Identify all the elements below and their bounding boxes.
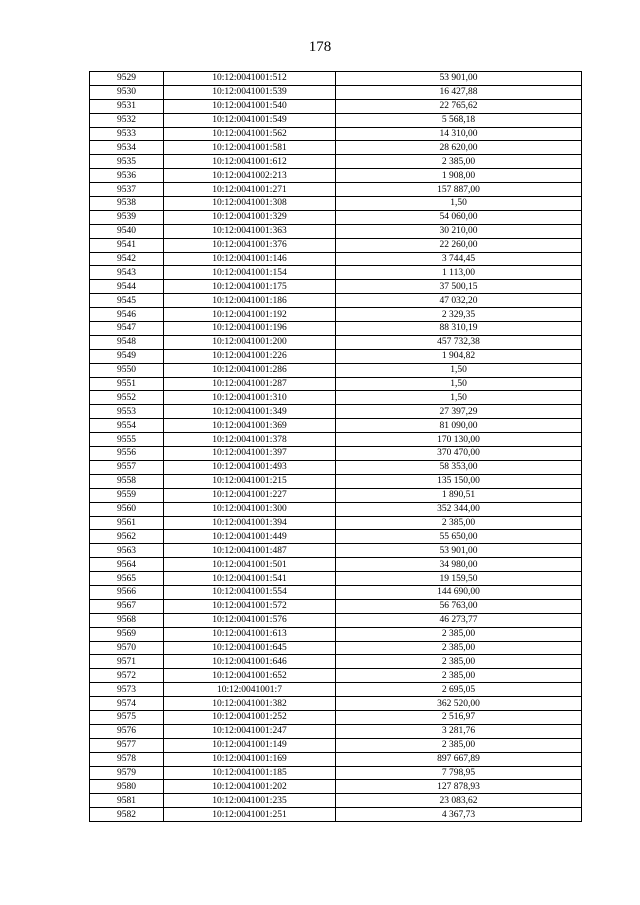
cadastral-number-cell: 10:12:0041001:7: [164, 683, 336, 697]
table-row: [90, 641, 582, 655]
cadastral-value-cell: 362 520,00: [336, 697, 582, 711]
table-row: [90, 697, 582, 711]
cadastral-value-cell: 1 904,82: [336, 349, 582, 363]
table-row: [90, 613, 582, 627]
cadastral-number-cell: 10:12:0041001:235: [164, 794, 336, 808]
cadastral-number-cell: 10:12:0041001:200: [164, 335, 336, 349]
cadastral-value-cell: 4 367,73: [336, 808, 582, 822]
cadastral-value-cell: 1,50: [336, 197, 582, 211]
cadastral-number-cell: 10:12:0041001:369: [164, 419, 336, 433]
row-number-cell: 9577: [90, 738, 164, 752]
row-number-cell: 9556: [90, 447, 164, 461]
table-row: [90, 433, 582, 447]
cadastral-value-cell: 2 385,00: [336, 669, 582, 683]
cadastral-number-cell: 10:12:0041001:286: [164, 363, 336, 377]
cadastral-number-cell: 10:12:0041001:378: [164, 433, 336, 447]
row-number-cell: 9537: [90, 183, 164, 197]
cadastral-number-cell: 10:12:0041001:576: [164, 613, 336, 627]
cadastral-value-cell: 2 695,05: [336, 683, 582, 697]
cadastral-value-cell: 1,50: [336, 377, 582, 391]
table-row: [90, 210, 582, 224]
cadastral-number-cell: 10:12:0041001:572: [164, 599, 336, 613]
row-number-cell: 9565: [90, 572, 164, 586]
cadastral-number-cell: 10:12:0041001:487: [164, 544, 336, 558]
cadastral-number-cell: 10:12:0041001:215: [164, 474, 336, 488]
cadastral-number-cell: 10:12:0041001:185: [164, 766, 336, 780]
table-row: [90, 488, 582, 502]
cadastral-value-cell: 157 887,00: [336, 183, 582, 197]
cadastral-value-cell: 88 310,19: [336, 322, 582, 336]
cadastral-value-cell: 54 060,00: [336, 210, 582, 224]
table-row: [90, 308, 582, 322]
table-row: [90, 738, 582, 752]
row-number-cell: 9557: [90, 460, 164, 474]
cadastral-value-cell: 1,50: [336, 363, 582, 377]
cadastral-number-cell: 10:12:0041001:247: [164, 724, 336, 738]
table-row: [90, 169, 582, 183]
row-number-cell: 9555: [90, 433, 164, 447]
cadastral-value-cell: 22 260,00: [336, 238, 582, 252]
row-number-cell: 9535: [90, 155, 164, 169]
cadastral-number-cell: 10:12:0041001:449: [164, 530, 336, 544]
cadastral-number-cell: 10:12:0041001:192: [164, 308, 336, 322]
table-row: [90, 280, 582, 294]
row-number-cell: 9547: [90, 322, 164, 336]
row-number-cell: 9581: [90, 794, 164, 808]
table-row: [90, 516, 582, 530]
cadastral-value-cell: 23 083,62: [336, 794, 582, 808]
cadastral-number-cell: 10:12:0041001:540: [164, 99, 336, 113]
cadastral-number-cell: 10:12:0041001:376: [164, 238, 336, 252]
cadastral-number-cell: 10:12:0041001:175: [164, 280, 336, 294]
table-row: [90, 655, 582, 669]
table-row: [90, 752, 582, 766]
row-number-cell: 9568: [90, 613, 164, 627]
page-number: 178: [308, 39, 332, 55]
row-number-cell: 9546: [90, 308, 164, 322]
table-row: [90, 502, 582, 516]
row-number-cell: 9562: [90, 530, 164, 544]
table-row: [90, 238, 582, 252]
cadastral-value-cell: 22 765,62: [336, 99, 582, 113]
table-row: [90, 544, 582, 558]
row-number-cell: 9570: [90, 641, 164, 655]
row-number-cell: 9558: [90, 474, 164, 488]
cadastral-value-cell: 2 385,00: [336, 516, 582, 530]
cadastral-value-cell: 2 385,00: [336, 738, 582, 752]
table-row: [90, 322, 582, 336]
row-number-cell: 9545: [90, 294, 164, 308]
cadastral-number-cell: 10:12:0041001:501: [164, 558, 336, 572]
row-number-cell: 9530: [90, 85, 164, 99]
table-row: [90, 363, 582, 377]
cadastral-number-cell: 10:12:0041001:549: [164, 113, 336, 127]
cadastral-value-cell: 34 980,00: [336, 558, 582, 572]
row-number-cell: 9551: [90, 377, 164, 391]
row-number-cell: 9539: [90, 210, 164, 224]
cadastral-value-cell: 53 901,00: [336, 72, 582, 86]
cadastral-number-cell: 10:12:0041001:329: [164, 210, 336, 224]
table-row: [90, 127, 582, 141]
cadastral-number-cell: 10:12:0041001:646: [164, 655, 336, 669]
cadastral-value-cell: 2 385,00: [336, 655, 582, 669]
row-number-cell: 9560: [90, 502, 164, 516]
table-row: [90, 766, 582, 780]
row-number-cell: 9534: [90, 141, 164, 155]
cadastral-value-cell: 47 032,20: [336, 294, 582, 308]
cadastral-number-cell: 10:12:0041001:287: [164, 377, 336, 391]
cadastral-number-cell: 10:12:0041001:652: [164, 669, 336, 683]
cadastral-value-cell: 135 150,00: [336, 474, 582, 488]
cadastral-number-cell: 10:12:0041001:613: [164, 627, 336, 641]
row-number-cell: 9542: [90, 252, 164, 266]
cadastral-value-cell: 370 470,00: [336, 447, 582, 461]
cadastral-number-cell: 10:12:0041001:539: [164, 85, 336, 99]
cadastral-value-cell: 55 650,00: [336, 530, 582, 544]
cadastral-value-cell: 2 329,35: [336, 308, 582, 322]
cadastral-number-cell: 10:12:0041001:310: [164, 391, 336, 405]
row-number-cell: 9580: [90, 780, 164, 794]
row-number-cell: 9541: [90, 238, 164, 252]
table-row: [90, 627, 582, 641]
cadastral-value-cell: 14 310,00: [336, 127, 582, 141]
cadastral-value-cell: 127 878,93: [336, 780, 582, 794]
cadastral-value-table: [89, 71, 582, 822]
table-row: [90, 572, 582, 586]
cadastral-value-cell: 3 744,45: [336, 252, 582, 266]
cadastral-number-cell: 10:12:0041001:382: [164, 697, 336, 711]
cadastral-value-cell: 58 353,00: [336, 460, 582, 474]
table-row: [90, 252, 582, 266]
cadastral-number-cell: 10:12:0041001:154: [164, 266, 336, 280]
table-row: [90, 224, 582, 238]
cadastral-value-cell: 2 385,00: [336, 627, 582, 641]
row-number-cell: 9529: [90, 72, 164, 86]
cadastral-number-cell: 10:12:0041001:252: [164, 710, 336, 724]
table-row: [90, 447, 582, 461]
row-number-cell: 9564: [90, 558, 164, 572]
row-number-cell: 9540: [90, 224, 164, 238]
row-number-cell: 9575: [90, 710, 164, 724]
cadastral-number-cell: 10:12:0041002:213: [164, 169, 336, 183]
cadastral-value-cell: 5 568,18: [336, 113, 582, 127]
cadastral-number-cell: 10:12:0041001:612: [164, 155, 336, 169]
row-number-cell: 9579: [90, 766, 164, 780]
table-row: [90, 724, 582, 738]
table-row: [90, 599, 582, 613]
table-row: [90, 183, 582, 197]
cadastral-value-cell: 897 667,89: [336, 752, 582, 766]
table-row: [90, 391, 582, 405]
row-number-cell: 9553: [90, 405, 164, 419]
cadastral-value-cell: 46 273,77: [336, 613, 582, 627]
table-row: [90, 669, 582, 683]
row-number-cell: 9572: [90, 669, 164, 683]
table-row: [90, 530, 582, 544]
cadastral-number-cell: 10:12:0041001:146: [164, 252, 336, 266]
table-row: [90, 377, 582, 391]
cadastral-value-cell: 81 090,00: [336, 419, 582, 433]
table-body: [90, 72, 582, 822]
row-number-cell: 9582: [90, 808, 164, 822]
row-number-cell: 9532: [90, 113, 164, 127]
row-number-cell: 9548: [90, 335, 164, 349]
cadastral-value-cell: 7 798,95: [336, 766, 582, 780]
table-row: [90, 808, 582, 822]
cadastral-value-cell: 1 908,00: [336, 169, 582, 183]
cadastral-number-cell: 10:12:0041001:308: [164, 197, 336, 211]
cadastral-number-cell: 10:12:0041001:493: [164, 460, 336, 474]
row-number-cell: 9574: [90, 697, 164, 711]
row-number-cell: 9571: [90, 655, 164, 669]
cadastral-number-cell: 10:12:0041001:581: [164, 141, 336, 155]
cadastral-value-cell: 37 500,15: [336, 280, 582, 294]
table-row: [90, 419, 582, 433]
table-row: [90, 460, 582, 474]
row-number-cell: 9552: [90, 391, 164, 405]
row-number-cell: 9544: [90, 280, 164, 294]
table-row: [90, 780, 582, 794]
cadastral-value-cell: 28 620,00: [336, 141, 582, 155]
cadastral-value-cell: 53 901,00: [336, 544, 582, 558]
row-number-cell: 9569: [90, 627, 164, 641]
table-row: [90, 794, 582, 808]
cadastral-number-cell: 10:12:0041001:227: [164, 488, 336, 502]
row-number-cell: 9573: [90, 683, 164, 697]
table-row: [90, 72, 582, 86]
row-number-cell: 9538: [90, 197, 164, 211]
cadastral-number-cell: 10:12:0041001:196: [164, 322, 336, 336]
table-row: [90, 113, 582, 127]
cadastral-value-cell: 1 890,51: [336, 488, 582, 502]
cadastral-value-cell: 1,50: [336, 391, 582, 405]
cadastral-value-cell: 457 732,38: [336, 335, 582, 349]
cadastral-number-cell: 10:12:0041001:251: [164, 808, 336, 822]
cadastral-number-cell: 10:12:0041001:363: [164, 224, 336, 238]
table-row: [90, 266, 582, 280]
table-row: [90, 335, 582, 349]
table-row: [90, 558, 582, 572]
cadastral-value-cell: 3 281,76: [336, 724, 582, 738]
row-number-cell: 9531: [90, 99, 164, 113]
row-number-cell: 9549: [90, 349, 164, 363]
cadastral-number-cell: 10:12:0041001:271: [164, 183, 336, 197]
cadastral-value-cell: 144 690,00: [336, 585, 582, 599]
row-number-cell: 9536: [90, 169, 164, 183]
cadastral-number-cell: 10:12:0041001:300: [164, 502, 336, 516]
cadastral-number-cell: 10:12:0041001:169: [164, 752, 336, 766]
row-number-cell: 9576: [90, 724, 164, 738]
cadastral-value-cell: 2 385,00: [336, 155, 582, 169]
cadastral-number-cell: 10:12:0041001:226: [164, 349, 336, 363]
table-row: [90, 474, 582, 488]
table-row: [90, 585, 582, 599]
table-row: [90, 155, 582, 169]
cadastral-value-cell: 56 763,00: [336, 599, 582, 613]
cadastral-number-cell: 10:12:0041001:149: [164, 738, 336, 752]
cadastral-value-cell: 16 427,88: [336, 85, 582, 99]
table-row: [90, 294, 582, 308]
cadastral-value-cell: 1 113,00: [336, 266, 582, 280]
cadastral-number-cell: 10:12:0041001:562: [164, 127, 336, 141]
row-number-cell: 9559: [90, 488, 164, 502]
table-row: [90, 85, 582, 99]
row-number-cell: 9578: [90, 752, 164, 766]
table-row: [90, 349, 582, 363]
cadastral-number-cell: 10:12:0041001:645: [164, 641, 336, 655]
cadastral-number-cell: 10:12:0041001:554: [164, 585, 336, 599]
cadastral-number-cell: 10:12:0041001:397: [164, 447, 336, 461]
cadastral-number-cell: 10:12:0041001:394: [164, 516, 336, 530]
cadastral-number-cell: 10:12:0041001:202: [164, 780, 336, 794]
row-number-cell: 9554: [90, 419, 164, 433]
cadastral-value-cell: 2 385,00: [336, 641, 582, 655]
table-row: [90, 141, 582, 155]
cadastral-value-cell: 19 159,50: [336, 572, 582, 586]
table-row: [90, 99, 582, 113]
table-row: [90, 683, 582, 697]
cadastral-value-cell: 2 516,97: [336, 710, 582, 724]
cadastral-number-cell: 10:12:0041001:349: [164, 405, 336, 419]
cadastral-number-cell: 10:12:0041001:186: [164, 294, 336, 308]
row-number-cell: 9543: [90, 266, 164, 280]
cadastral-value-cell: 352 344,00: [336, 502, 582, 516]
cadastral-value-cell: 27 397,29: [336, 405, 582, 419]
cadastral-value-cell: 30 210,00: [336, 224, 582, 238]
row-number-cell: 9533: [90, 127, 164, 141]
table-row: [90, 197, 582, 211]
row-number-cell: 9567: [90, 599, 164, 613]
row-number-cell: 9561: [90, 516, 164, 530]
table-row: [90, 710, 582, 724]
table-row: [90, 405, 582, 419]
row-number-cell: 9566: [90, 585, 164, 599]
row-number-cell: 9563: [90, 544, 164, 558]
cadastral-value-cell: 170 130,00: [336, 433, 582, 447]
cadastral-number-cell: 10:12:0041001:512: [164, 72, 336, 86]
row-number-cell: 9550: [90, 363, 164, 377]
cadastral-number-cell: 10:12:0041001:541: [164, 572, 336, 586]
